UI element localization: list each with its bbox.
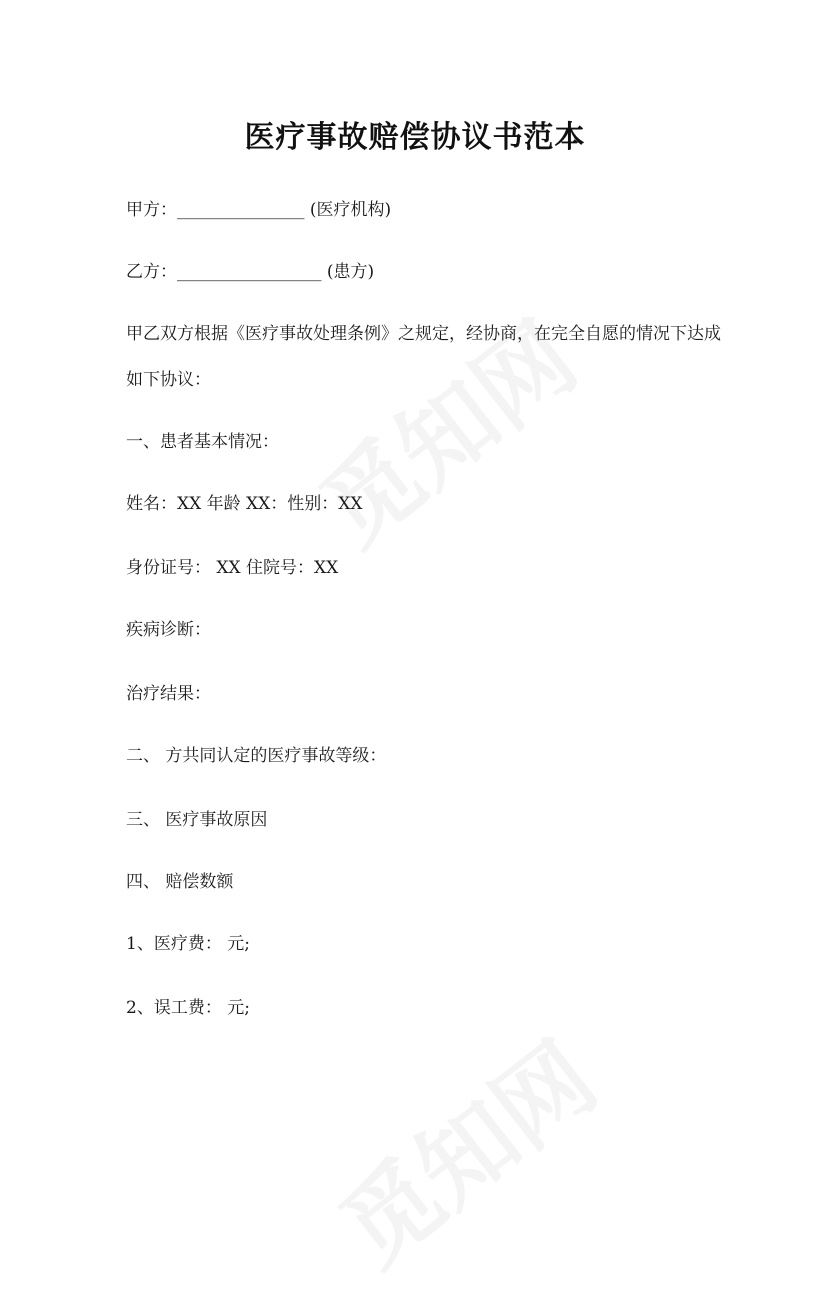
section-heading-compensation: 四、 赔偿数额 [126,872,234,892]
party-a-line: 甲方：_______________ (医疗机构) [126,200,392,220]
document-title: 医疗事故赔偿协议书范本 [244,120,586,155]
agreement-intro-line-2: 如下协议： [126,370,211,390]
disease-diagnosis: 疾病诊断： [126,620,211,640]
compensation-lost-wages: 2、误工费： 元; [126,998,250,1018]
patient-name-age-gender: 姓名：XX 年龄 XX：性别：XX [126,494,363,514]
watermark [308,1006,619,1291]
compensation-medical-fee: 1、医疗费： 元; [126,934,250,954]
patient-id-admission-number: 身份证号： XX 住院号：XX [126,558,339,578]
party-b-line: 乙方：_________________ (患方) [126,262,375,282]
section-heading-patient-info: 一、患者基本情况： [126,432,279,452]
agreement-intro-line-1: 甲乙双方根据《医疗事故处理条例》之规定，经协商，在完全自愿的情况下达成 [126,324,721,344]
section-heading-accident-cause: 三、 医疗事故原因 [126,810,268,830]
section-heading-accident-level: 二、 方共同认定的医疗事故等级： [126,746,387,766]
treatment-result: 治疗结果： [126,684,211,704]
